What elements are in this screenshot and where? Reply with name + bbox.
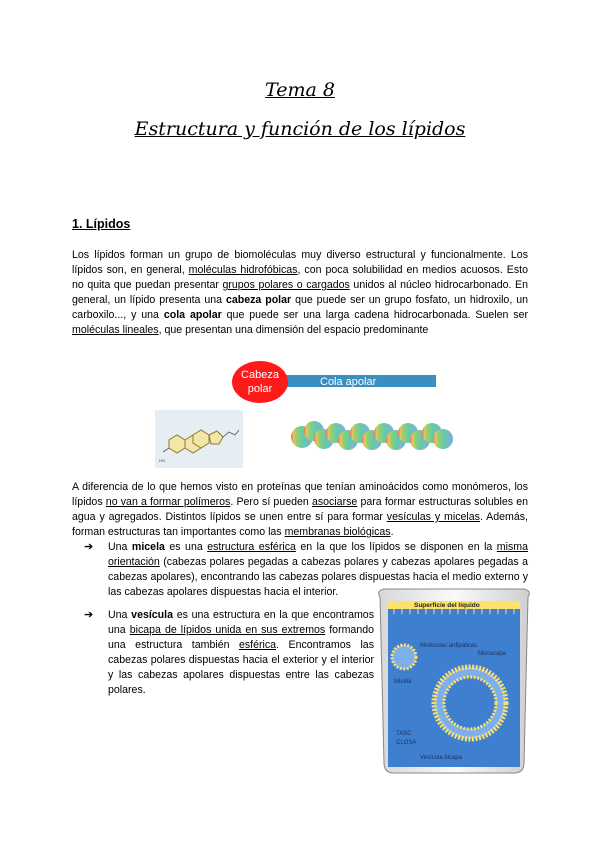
surface-label: Superficie del líquido [414, 602, 480, 609]
head-circle [232, 361, 288, 403]
arrow-icon: ➔ [84, 541, 94, 553]
closa-label: CLOSA [396, 740, 417, 746]
monolayer-label: Monocapa [478, 651, 507, 657]
svg-text:HO: HO [159, 458, 165, 463]
lipid-head-tail-diagram [228, 360, 440, 406]
intro-paragraph: Los lípidos forman un grupo de biomoléculas muy diverso estructural y funcionalmente. Los lípidos son, en general, moléculas hidrofóbicas, con poca solubilidad en medios acuosos. Esto no quita que puedan presentar grupos polares o cargados unidos al núcleo hidrocarbonado. En general, un lípido presenta una cabeza polar que puede ser un grupo fosfato, un hidroxilo, un carboxilo..., y una cola apolar que puede ser una larga cadena hidrocarbonada. Suelen ser moléculas lineales, que presentan una dimensión del espacio predominante [72, 249, 528, 336]
space-filling-model [288, 405, 458, 467]
section-heading: 1. Lípidos [72, 217, 131, 231]
tail-label: Cola apolar [320, 376, 377, 388]
head-label-2: polar [247, 383, 273, 395]
head-label-1: Cabeza [241, 369, 279, 381]
list-item-micelle: ➔ Una micela es una estructura esférica en la que los lípidos se disponen en la misma orientación (cabezas polares pegadas a cabezas polares y cabezas apolares pegadas a cabezas apolares), encontrando las cabezas polares dispuestas hacia el medio externo y las cabezas apolares dispuestas hacia el interior. [84, 541, 528, 598]
association-paragraph: A diferencia de lo que hemos visto en proteínas que tenían aminoácidos como monómeros, los lípidos no van a formar polímeros. Pero sí pueden asociarse para formar estructuras solubles en agua y agregados. Distintos lípidos se unen entre sí para formar vesículas y micelas. Además, forman estructuras tan importantes como las membranas biológicas. [72, 481, 529, 538]
tasc-label: TASC [396, 731, 412, 737]
arrow-icon: ➔ [84, 609, 94, 621]
structural-formula-image [155, 410, 243, 468]
page-subtitle: Estructura y función de los lípidos [134, 118, 466, 140]
micelle-shape [392, 645, 416, 669]
vesicle-label: Vesícula bicapa [420, 755, 463, 761]
page-title: Tema 8 [265, 79, 335, 101]
molecules-label: Moléculas anfipáticas [420, 643, 478, 649]
list-item-vesicle: ➔ Una vesícula es una estructura en la que encontramos una bicapa de lípidos unida en sus extremos formando una estructura también esférica. Encontramos las cabezas polares dispuestas hacia el exterior y el interior y las cabezas apolares dispuestas entre las cabezas polares. [84, 609, 374, 696]
micelle-label: Micela [394, 679, 412, 685]
beaker-illustration [374, 583, 534, 775]
